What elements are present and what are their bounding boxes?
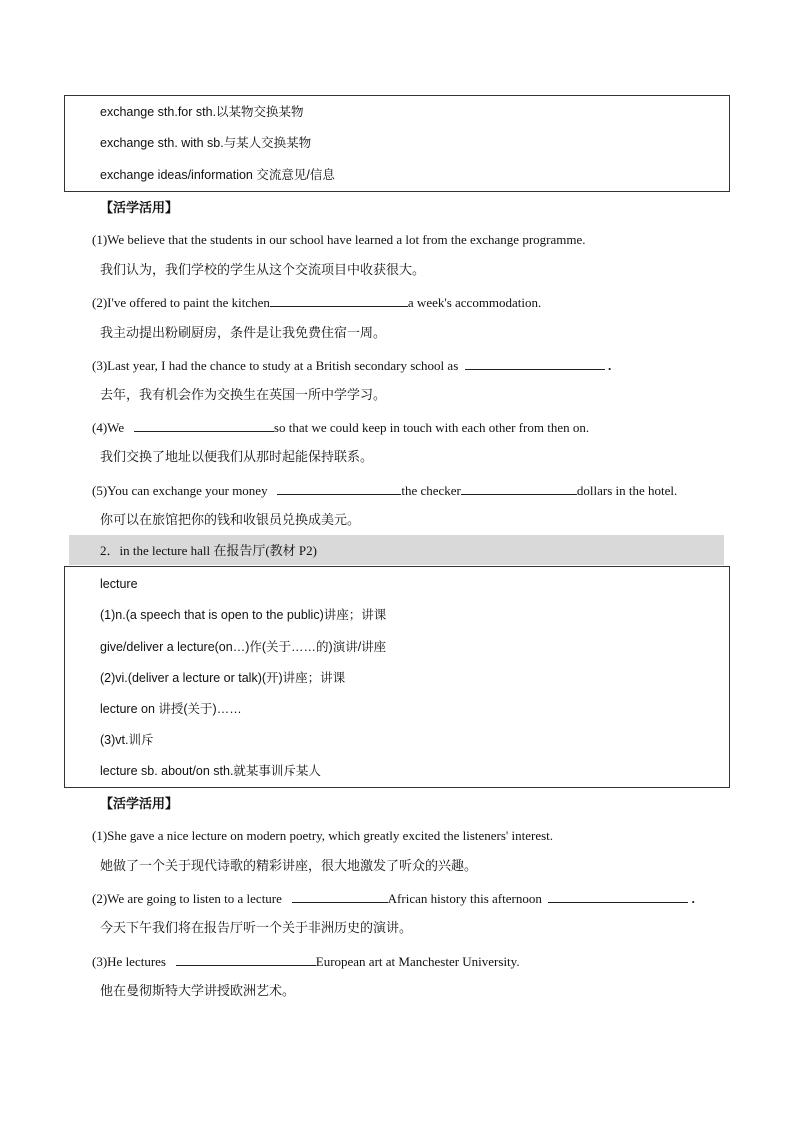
exercise-1-2-translation: 我主动提出粉刷厨房，条件是让我免费住宿一周。 [100,326,387,341]
exercise-text: (2)I've offered to paint the kitchen [92,295,270,310]
exercise-2-1 [92,828,553,844]
box1-line-1: exchange sth.for sth.以某物交换某物 [100,105,304,119]
exercise-1-3-translation: 去年，我有机会作为交换生在英国一所中学学习。 [100,388,387,403]
exercise-text: (4)We [92,420,125,435]
exercise-2-3 [92,953,520,970]
exercise-1-2 [92,294,541,311]
exercise-text: a week's accommodation. [407,295,542,310]
exercise-1-1-translation: 我们认为，我们学校的学生从这个交流项目中收获很大。 [100,263,426,278]
answer-blank[interactable] [461,482,577,495]
exercise-text: (3)He lectures [92,954,166,969]
box2-line-5: lecture on 讲授(关于)…… [100,702,242,716]
exercise-1-5 [92,482,677,499]
answer-blank[interactable] [292,890,388,903]
answer-blank[interactable] [270,294,408,307]
answer-blank[interactable] [548,890,688,903]
exercise-text: so that we could keep in touch with each other from then on. [273,420,590,435]
exercise-text: dollars in the hotel. [576,483,678,498]
exercise-text: . [608,358,612,373]
exercise-text: (1)We believe that the students in our school have learned a lot from the exchange programme. [92,232,586,247]
answer-blank[interactable] [134,419,274,432]
exercise-2-2 [92,890,695,907]
answer-blank[interactable] [277,482,401,495]
exercise-2-3-translation: 他在曼彻斯特大学讲授欧洲艺术。 [100,984,296,999]
box2-line-3: give/deliver a lecture(on…)作(关于……的)演讲/讲座 [100,640,387,654]
section-title: 2．in the lecture hall 在报告厅(教材 P2) [100,543,317,558]
exercise-2-1-translation: 她做了一个关于现代诗歌的精彩讲座，很大地激发了听众的兴趣。 [100,859,478,874]
box2-line-2: (1)n.(a speech that is open to the public)讲座；讲课 [100,608,387,622]
exercise-text: (3)Last year, I had the chance to study at a British secondary school as [92,358,459,373]
practice-heading-1: 【活学活用】 [100,201,179,216]
exercise-text: (5)You can exchange your money [92,483,268,498]
practice-heading-2: 【活学活用】 [100,797,179,812]
exercise-1-3 [92,357,611,374]
box2-line-4: (2)vi.(deliver a lecture or talk)(开)讲座；讲课 [100,671,346,685]
exercise-text: (1)She gave a nice lecture on modern poetry, which greatly excited the listeners' interest. [92,828,554,843]
box2-line-6: (3)vt.训斥 [100,733,154,747]
exercise-2-2-translation: 今天下午我们将在报告厅听一个关于非洲历史的演讲。 [100,921,413,936]
exercise-text: the checker [401,483,461,498]
box2-line-7: lecture sb. about/on sth.就某事训斥某人 [100,764,321,778]
answer-blank[interactable] [176,953,316,966]
exercise-1-4 [92,419,589,436]
exercise-text: African history this afternoon [387,891,542,906]
exercise-text: (2)We are going to listen to a lecture [92,891,282,906]
answer-blank[interactable] [465,357,605,370]
box1-line-3: exchange ideas/information 交流意见/信息 [100,168,335,182]
box2-line-1: lecture [100,577,138,591]
exercise-text: European art at Manchester University. [315,954,520,969]
exercise-1-4-translation: 我们交换了地址以便我们从那时起能保持联系。 [100,450,374,465]
exercise-1-1 [92,232,586,248]
exercise-1-5-translation: 你可以在旅馆把你的钱和收银员兑换成美元。 [100,513,361,528]
box1-line-2: exchange sth. with sb.与某人交换某物 [100,136,312,150]
exercise-text: . [691,891,695,906]
